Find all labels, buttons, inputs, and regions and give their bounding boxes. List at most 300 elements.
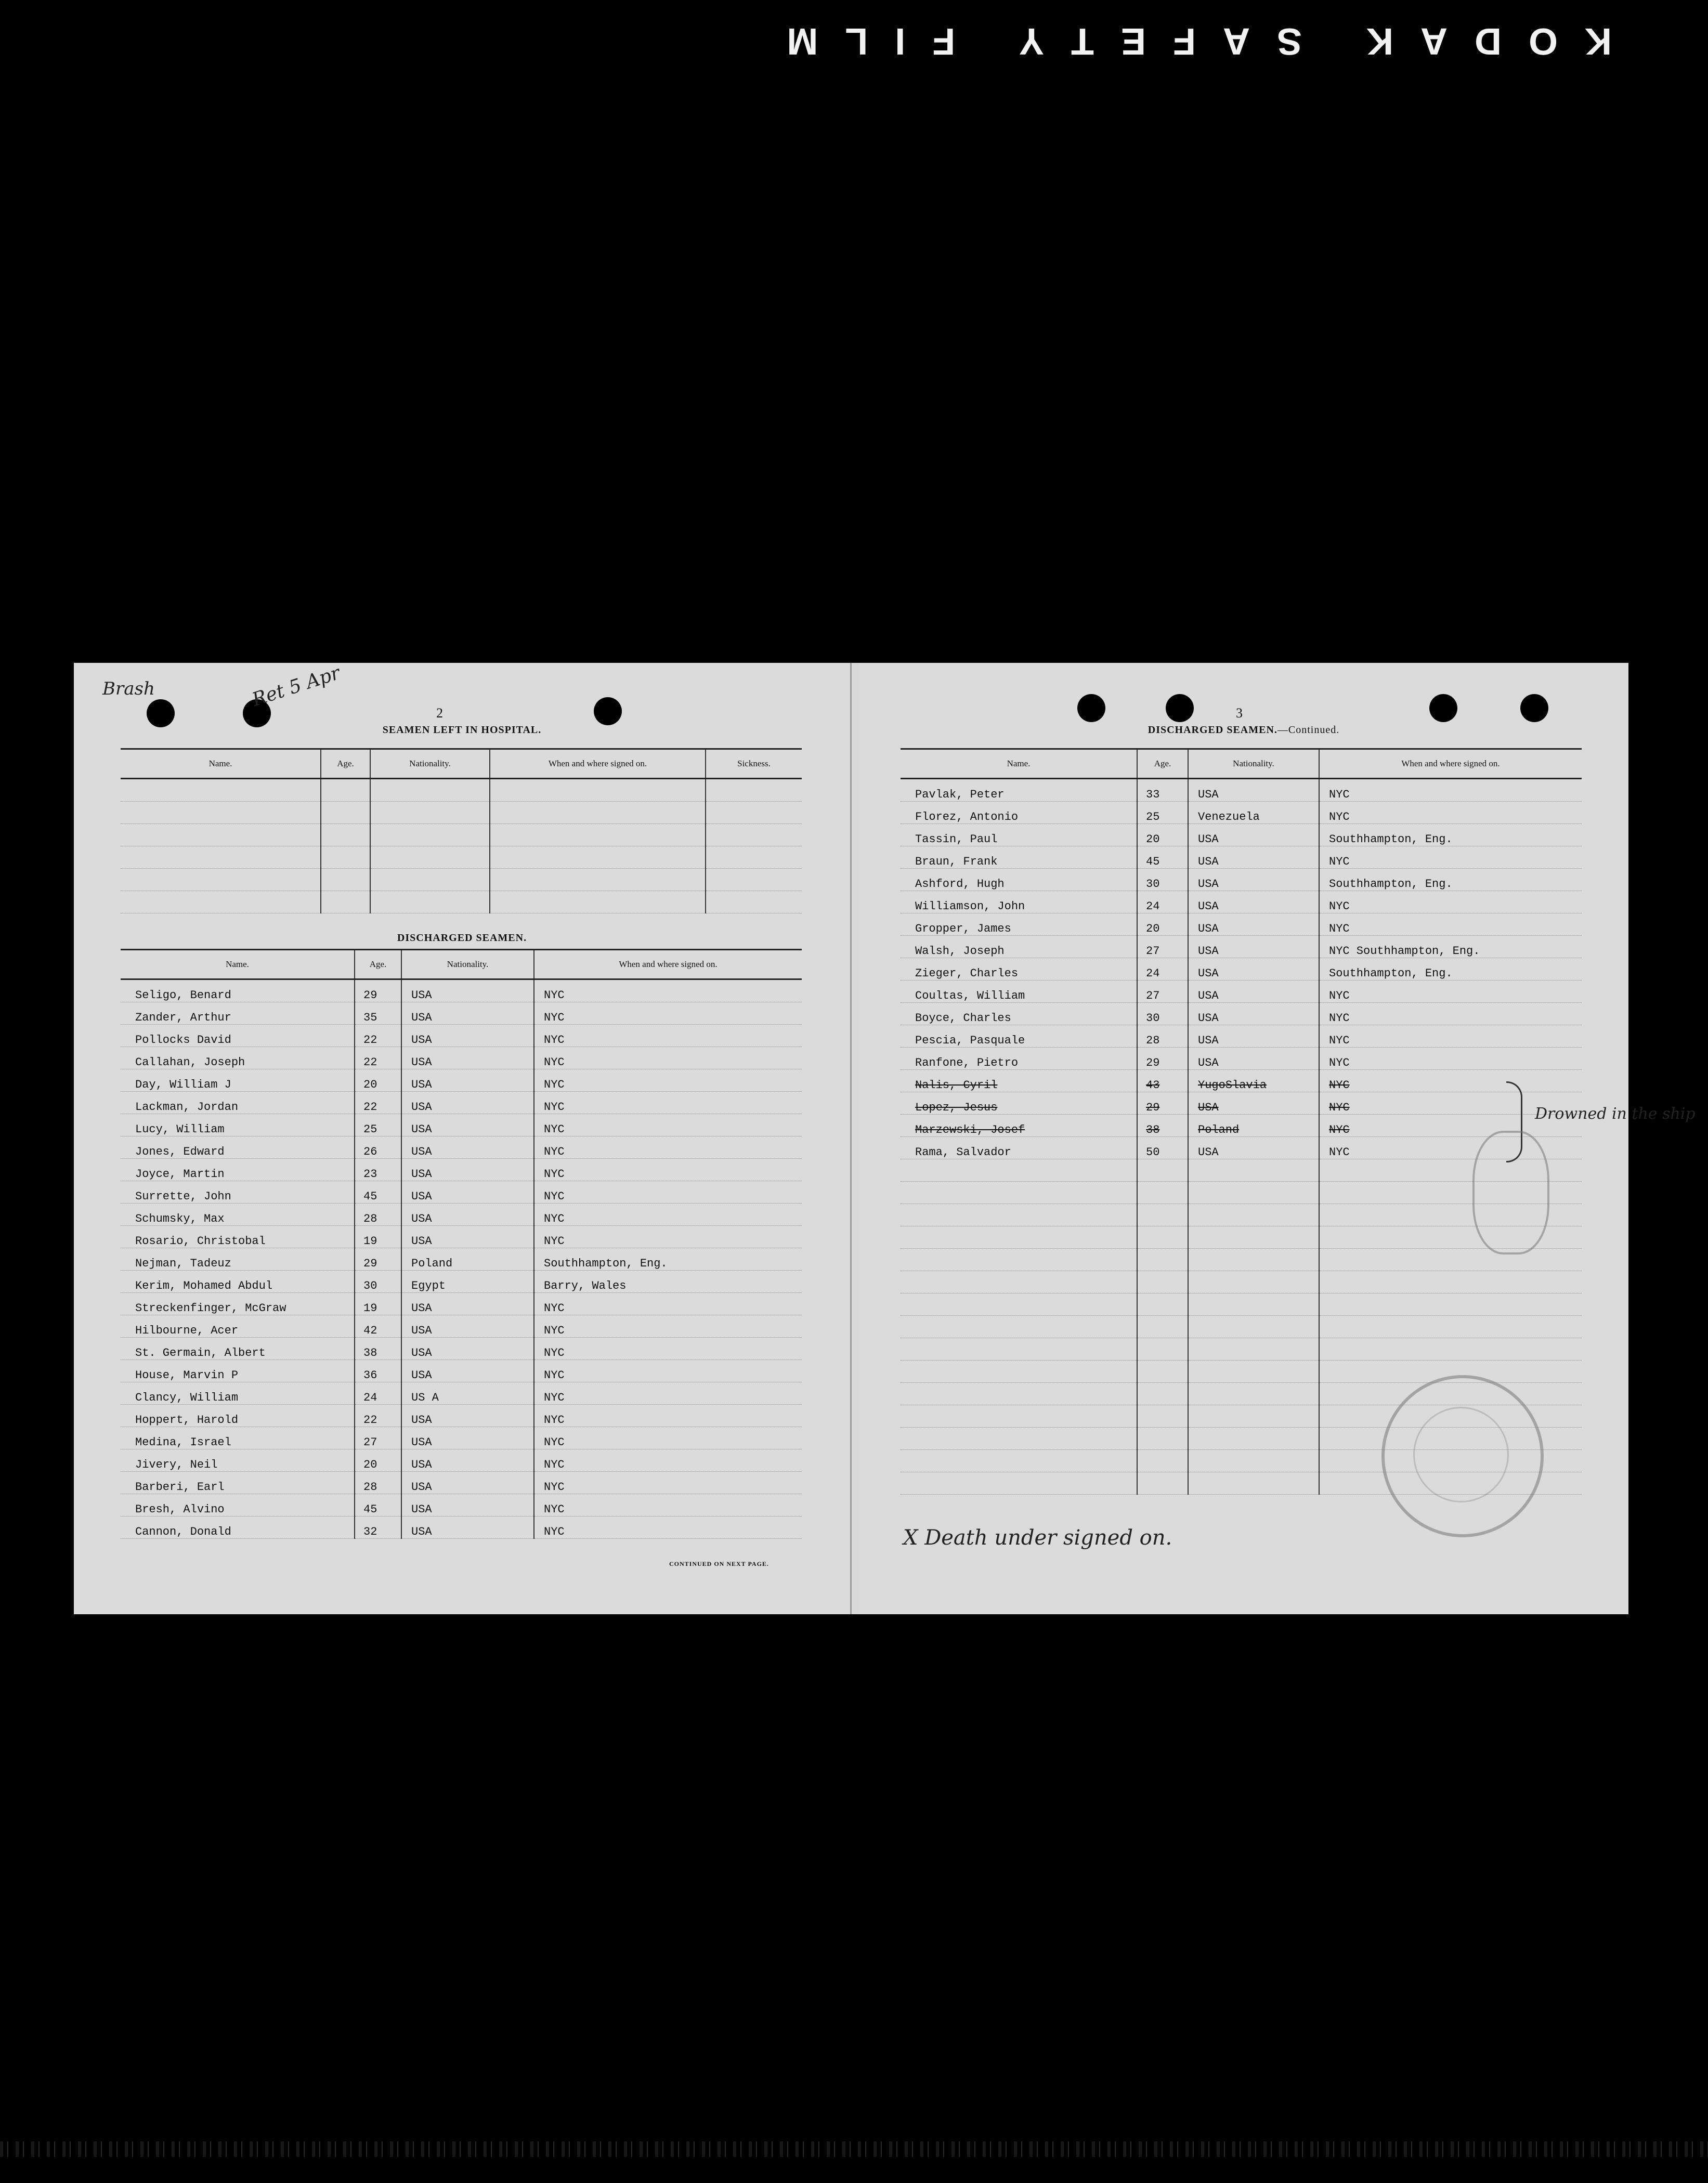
cell-age: 38 bbox=[355, 1338, 401, 1360]
column-header: When and where signed on. bbox=[1319, 749, 1582, 779]
section-title-suffix: —Continued. bbox=[1277, 724, 1340, 736]
film-edge-footer bbox=[0, 2141, 1708, 2157]
cell-nationality: USA bbox=[1188, 1025, 1319, 1048]
cell-age: 45 bbox=[355, 1494, 401, 1517]
cell-signed-on: NYC bbox=[1319, 846, 1582, 869]
cell-nationality: USA bbox=[1188, 1092, 1319, 1115]
cell-nationality: Poland bbox=[401, 1248, 534, 1271]
cell-age: 20 bbox=[1137, 913, 1188, 936]
cell-nationality: USA bbox=[401, 1449, 534, 1472]
cell-name: St. Germain, Albert bbox=[121, 1338, 355, 1360]
cell-nationality: USA bbox=[401, 1472, 534, 1494]
cell-signed-on: NYC bbox=[534, 979, 802, 1002]
handwritten-note: Drowned in the ship bbox=[1535, 1105, 1696, 1123]
official-stamp bbox=[1381, 1375, 1544, 1537]
cell-name bbox=[901, 1204, 1137, 1226]
cell-signed-on bbox=[1319, 1271, 1582, 1293]
cell-name: Ranfone, Pietro bbox=[901, 1048, 1137, 1070]
column-header: Name. bbox=[121, 950, 355, 979]
table-row bbox=[901, 1316, 1582, 1338]
cell-name: Streckenfinger, McGraw bbox=[121, 1293, 355, 1315]
cell-name: Tassin, Paul bbox=[901, 824, 1137, 846]
cell-name bbox=[901, 1428, 1137, 1450]
cell-name: Pescia, Pasquale bbox=[901, 1025, 1137, 1048]
handwritten-annotation: Ret 5 Apr bbox=[249, 662, 343, 711]
cell-signed-on: NYC bbox=[534, 1405, 802, 1427]
cell-signed-on: NYC bbox=[534, 1338, 802, 1360]
cell-name: Walsh, Joseph bbox=[901, 936, 1137, 958]
cell-age bbox=[1137, 1405, 1188, 1428]
cell-name bbox=[901, 1450, 1137, 1472]
column-header: Name. bbox=[901, 749, 1137, 779]
table-row bbox=[121, 802, 802, 824]
punch-hole bbox=[594, 697, 622, 725]
table-row bbox=[121, 891, 802, 913]
cell-signed-on bbox=[1319, 1249, 1582, 1271]
cell-age: 23 bbox=[355, 1159, 401, 1181]
cell-age: 20 bbox=[355, 1069, 401, 1092]
cell-name: Gropper, James bbox=[901, 913, 1137, 936]
cell-age: 33 bbox=[1137, 779, 1188, 802]
cell-age bbox=[1137, 1428, 1188, 1450]
cell-age bbox=[1137, 1271, 1188, 1293]
cell-age: 28 bbox=[1137, 1025, 1188, 1048]
cell-name bbox=[901, 1472, 1137, 1495]
table-row bbox=[121, 1315, 802, 1338]
cell-age: 25 bbox=[355, 1114, 401, 1136]
cell-age: 19 bbox=[355, 1226, 401, 1248]
cell-age: 27 bbox=[355, 1427, 401, 1449]
cell-name: Clancy, William bbox=[121, 1382, 355, 1405]
cell-nationality: USA bbox=[401, 1181, 534, 1204]
table-row bbox=[121, 1069, 802, 1092]
column-header: Nationality. bbox=[370, 749, 490, 779]
cell-nationality: USA bbox=[401, 1002, 534, 1025]
column-header: Name. bbox=[121, 749, 321, 779]
cell-age: 43 bbox=[1137, 1070, 1188, 1092]
cell-nationality: USA bbox=[401, 1226, 534, 1248]
table-row bbox=[901, 1249, 1582, 1271]
cell-age bbox=[1137, 1450, 1188, 1472]
cell-name: Braun, Frank bbox=[901, 846, 1137, 869]
table-row bbox=[121, 1226, 802, 1248]
cell-nationality: USA bbox=[401, 1293, 534, 1315]
cell-nationality bbox=[1188, 1159, 1319, 1182]
punch-hole bbox=[1520, 694, 1548, 722]
cell-nationality: USA bbox=[401, 1517, 534, 1539]
cell-age bbox=[1137, 1159, 1188, 1182]
cell-nationality: USA bbox=[1188, 958, 1319, 981]
cell-nationality bbox=[1188, 1383, 1319, 1405]
table-row bbox=[901, 1092, 1582, 1115]
cell-signed-on: NYC bbox=[1319, 779, 1582, 802]
cell-age: 32 bbox=[355, 1517, 401, 1539]
cell-nationality: USA bbox=[1188, 779, 1319, 802]
cell-age: 27 bbox=[1137, 936, 1188, 958]
cell-name: Florez, Antonio bbox=[901, 802, 1137, 824]
cell-nationality bbox=[1188, 1316, 1319, 1338]
cell-age: 30 bbox=[1137, 869, 1188, 891]
cell-signed-on: NYC Southhampton, Eng. bbox=[1319, 936, 1582, 958]
cell-age: 28 bbox=[355, 1204, 401, 1226]
cell-nationality bbox=[1188, 1428, 1319, 1450]
cell-signed-on: NYC bbox=[1319, 1025, 1582, 1048]
cell-signed-on: NYC bbox=[534, 1472, 802, 1494]
cell-nationality: USA bbox=[1188, 1048, 1319, 1070]
cell-signed-on: NYC bbox=[534, 1427, 802, 1449]
cell-nationality: US A bbox=[401, 1382, 534, 1405]
cell-signed-on bbox=[1319, 1293, 1582, 1316]
cell-age bbox=[1137, 1204, 1188, 1226]
cell-signed-on: NYC bbox=[1319, 1048, 1582, 1070]
column-header: Sickness. bbox=[706, 749, 802, 779]
column-header: Age. bbox=[321, 749, 370, 779]
cell-name: Marzewski, Josef bbox=[901, 1115, 1137, 1137]
cell-nationality: USA bbox=[401, 1427, 534, 1449]
cell-name: Lopez, Jesus bbox=[901, 1092, 1137, 1115]
cell-age: 22 bbox=[355, 1405, 401, 1427]
table-row bbox=[901, 958, 1582, 981]
cell-name bbox=[901, 1182, 1137, 1204]
cell-nationality: USA bbox=[1188, 1137, 1319, 1159]
punch-hole bbox=[147, 699, 175, 727]
cell-name: Lucy, William bbox=[121, 1114, 355, 1136]
cell-nationality: USA bbox=[401, 1159, 534, 1181]
cell-nationality: Venezuela bbox=[1188, 802, 1319, 824]
cell-name: Ashford, Hugh bbox=[901, 869, 1137, 891]
cell-name: Hilbourne, Acer bbox=[121, 1315, 355, 1338]
section-title-hospital: SEAMEN LEFT IN HOSPITAL. bbox=[382, 724, 542, 736]
cell-nationality: USA bbox=[401, 1338, 534, 1360]
cell-name bbox=[901, 1271, 1137, 1293]
table-row bbox=[121, 1002, 802, 1025]
cell-age: 29 bbox=[355, 1248, 401, 1271]
cell-nationality bbox=[1188, 1271, 1319, 1293]
cell-age: 29 bbox=[355, 979, 401, 1002]
cell-age: 45 bbox=[1137, 846, 1188, 869]
cell-nationality: USA bbox=[1188, 936, 1319, 958]
cell-name: Jones, Edward bbox=[121, 1136, 355, 1159]
table-row bbox=[121, 1449, 802, 1472]
table-row bbox=[901, 1271, 1582, 1293]
table-row bbox=[901, 1293, 1582, 1316]
page-number: 3 bbox=[1236, 705, 1243, 721]
continued-note: CONTINUED ON NEXT PAGE. bbox=[669, 1560, 769, 1567]
column-header: Age. bbox=[1137, 749, 1188, 779]
cell-age: 24 bbox=[355, 1382, 401, 1405]
cell-name: Rosario, Christobal bbox=[121, 1226, 355, 1248]
cell-nationality: USA bbox=[401, 1360, 534, 1382]
cell-age bbox=[1137, 1383, 1188, 1405]
cell-name: Nalis, Cyril bbox=[901, 1070, 1137, 1092]
cell-nationality: YugoSlavia bbox=[1188, 1070, 1319, 1092]
cell-signed-on bbox=[1319, 1338, 1582, 1361]
cell-nationality: USA bbox=[401, 1025, 534, 1047]
cell-age: 24 bbox=[1137, 958, 1188, 981]
left-page bbox=[74, 663, 852, 1614]
cell-signed-on: NYC bbox=[1319, 981, 1582, 1003]
table-row bbox=[901, 1115, 1582, 1137]
cell-name: Seligo, Benard bbox=[121, 979, 355, 1002]
table-row bbox=[901, 779, 1582, 802]
table-row bbox=[121, 1181, 802, 1204]
cell-signed-on: NYC bbox=[534, 1136, 802, 1159]
cell-name: Day, William J bbox=[121, 1069, 355, 1092]
cell-nationality bbox=[1188, 1182, 1319, 1204]
cell-nationality: USA bbox=[1188, 846, 1319, 869]
discharged-table-left bbox=[121, 949, 802, 1539]
table-row bbox=[121, 1293, 802, 1315]
cell-age bbox=[1137, 1293, 1188, 1316]
cell-nationality: USA bbox=[1188, 981, 1319, 1003]
cell-age bbox=[1137, 1338, 1188, 1361]
cell-age: 26 bbox=[355, 1136, 401, 1159]
cell-name bbox=[901, 1293, 1137, 1316]
cell-nationality: USA bbox=[401, 1494, 534, 1517]
cell-name: Nejman, Tadeuz bbox=[121, 1248, 355, 1271]
table-row bbox=[901, 1048, 1582, 1070]
cell-signed-on: NYC bbox=[534, 1092, 802, 1114]
cell-age: 27 bbox=[1137, 981, 1188, 1003]
cell-age bbox=[1137, 1316, 1188, 1338]
handwritten-annotation: Brash bbox=[102, 678, 155, 699]
table-row bbox=[121, 1360, 802, 1382]
cell-age: 29 bbox=[1137, 1048, 1188, 1070]
table-row bbox=[121, 1382, 802, 1405]
table-row bbox=[121, 1338, 802, 1360]
table-row bbox=[121, 1517, 802, 1539]
cell-signed-on: NYC bbox=[1319, 802, 1582, 824]
cell-nationality bbox=[1188, 1226, 1319, 1249]
punch-hole bbox=[1429, 694, 1457, 722]
section-title-text: DISCHARGED SEAMEN. bbox=[1148, 724, 1277, 736]
column-header: Nationality. bbox=[401, 950, 534, 979]
cell-age: 28 bbox=[355, 1472, 401, 1494]
cell-signed-on: NYC bbox=[1319, 1115, 1582, 1137]
cell-age: 38 bbox=[1137, 1115, 1188, 1137]
cell-name: Joyce, Martin bbox=[121, 1159, 355, 1181]
table-row bbox=[901, 936, 1582, 958]
cell-name: Pavlak, Peter bbox=[901, 779, 1137, 802]
table-row bbox=[901, 869, 1582, 891]
punch-hole bbox=[1077, 694, 1105, 722]
table-row bbox=[901, 1070, 1582, 1092]
table-row bbox=[901, 802, 1582, 824]
cell-nationality bbox=[1188, 1293, 1319, 1316]
cell-age: 45 bbox=[355, 1181, 401, 1204]
cell-name bbox=[901, 1249, 1137, 1271]
cell-age bbox=[1137, 1472, 1188, 1495]
cell-nationality: USA bbox=[401, 1092, 534, 1114]
cell-name: House, Marvin P bbox=[121, 1360, 355, 1382]
cell-name bbox=[901, 1159, 1137, 1182]
cell-signed-on: NYC bbox=[534, 1360, 802, 1382]
cell-name: Callahan, Joseph bbox=[121, 1047, 355, 1069]
punch-hole bbox=[1166, 694, 1194, 722]
cell-name bbox=[901, 1338, 1137, 1361]
cell-nationality: USA bbox=[401, 1047, 534, 1069]
cell-name: Lackman, Jordan bbox=[121, 1092, 355, 1114]
cell-name: Kerim, Mohamed Abdul bbox=[121, 1271, 355, 1293]
table-row bbox=[121, 1114, 802, 1136]
column-header: Nationality. bbox=[1188, 749, 1319, 779]
cell-age bbox=[1137, 1182, 1188, 1204]
cell-name: Williamson, John bbox=[901, 891, 1137, 913]
cell-nationality: USA bbox=[401, 1405, 534, 1427]
table-row bbox=[121, 1204, 802, 1226]
cell-signed-on: NYC bbox=[534, 1382, 802, 1405]
cell-nationality bbox=[1188, 1338, 1319, 1361]
cell-name bbox=[901, 1361, 1137, 1383]
cell-name: Hoppert, Harold bbox=[121, 1405, 355, 1427]
handwritten-bottom-note: X Death under signed on. bbox=[903, 1526, 1172, 1550]
cell-signed-on: Southhampton, Eng. bbox=[1319, 824, 1582, 846]
table-row bbox=[121, 1136, 802, 1159]
official-stamp-inner bbox=[1413, 1407, 1509, 1502]
cell-nationality: USA bbox=[1188, 824, 1319, 846]
cell-age: 36 bbox=[355, 1360, 401, 1382]
cell-age: 35 bbox=[355, 1002, 401, 1025]
cell-age: 22 bbox=[355, 1047, 401, 1069]
section-title-discharged-continued bbox=[859, 724, 1628, 736]
cell-signed-on: NYC bbox=[534, 1047, 802, 1069]
table-row bbox=[121, 1047, 802, 1069]
cell-age: 24 bbox=[1137, 891, 1188, 913]
cell-age bbox=[1137, 1361, 1188, 1383]
cell-signed-on: NYC bbox=[534, 1293, 802, 1315]
cell-age bbox=[1137, 1249, 1188, 1271]
section-title-discharged: DISCHARGED SEAMEN. bbox=[397, 932, 527, 944]
cell-age: 19 bbox=[355, 1293, 401, 1315]
cell-nationality: Egypt bbox=[401, 1271, 534, 1293]
cell-signed-on: NYC bbox=[1319, 1003, 1582, 1025]
cell-name bbox=[901, 1226, 1137, 1249]
table-row bbox=[121, 779, 802, 802]
cell-signed-on: Barry, Wales bbox=[534, 1271, 802, 1293]
page-number: 2 bbox=[436, 705, 443, 721]
cell-age: 20 bbox=[355, 1449, 401, 1472]
column-header: When and where signed on. bbox=[534, 950, 802, 979]
cell-name: Medina, Israel bbox=[121, 1427, 355, 1449]
cell-signed-on: NYC bbox=[534, 1226, 802, 1248]
table-row bbox=[901, 1025, 1582, 1048]
cell-signed-on: NYC bbox=[1319, 913, 1582, 936]
right-page bbox=[859, 663, 1696, 1614]
cell-age: 30 bbox=[355, 1271, 401, 1293]
cell-signed-on: NYC bbox=[534, 1159, 802, 1181]
table-row bbox=[121, 1494, 802, 1517]
cell-signed-on: Southhampton, Eng. bbox=[1319, 869, 1582, 891]
table-row bbox=[901, 846, 1582, 869]
table-row bbox=[121, 1405, 802, 1427]
cell-nationality: USA bbox=[401, 1136, 534, 1159]
cell-signed-on: NYC bbox=[534, 1204, 802, 1226]
cell-signed-on: NYC bbox=[534, 1517, 802, 1539]
cell-nationality: USA bbox=[1188, 891, 1319, 913]
cell-signed-on: NYC bbox=[1319, 891, 1582, 913]
table-row bbox=[121, 1025, 802, 1047]
cell-signed-on bbox=[1319, 1316, 1582, 1338]
cell-signed-on: NYC bbox=[1319, 1092, 1582, 1115]
table-row bbox=[121, 1159, 802, 1181]
cell-name: Bresh, Alvino bbox=[121, 1494, 355, 1517]
cell-nationality: USA bbox=[401, 1204, 534, 1226]
cell-age: 25 bbox=[1137, 802, 1188, 824]
cell-age: 20 bbox=[1137, 824, 1188, 846]
table-row bbox=[121, 824, 802, 846]
cell-signed-on: Southhampton, Eng. bbox=[1319, 958, 1582, 981]
table-row bbox=[121, 1271, 802, 1293]
cell-nationality: USA bbox=[401, 1114, 534, 1136]
table-row bbox=[121, 869, 802, 891]
table-row bbox=[901, 824, 1582, 846]
cell-name: Pollocks David bbox=[121, 1025, 355, 1047]
cell-signed-on: NYC bbox=[534, 1002, 802, 1025]
table-row bbox=[901, 913, 1582, 936]
cell-name: Zieger, Charles bbox=[901, 958, 1137, 981]
faint-stamp bbox=[1472, 1131, 1549, 1254]
cell-age: 22 bbox=[355, 1025, 401, 1047]
cell-nationality: USA bbox=[1188, 869, 1319, 891]
cell-name: Jivery, Neil bbox=[121, 1449, 355, 1472]
column-header: Age. bbox=[355, 950, 401, 979]
cell-signed-on: Southhampton, Eng. bbox=[534, 1248, 802, 1271]
cell-signed-on: NYC bbox=[534, 1025, 802, 1047]
table-row bbox=[901, 1003, 1582, 1025]
cell-name bbox=[901, 1383, 1137, 1405]
cell-nationality bbox=[1188, 1361, 1319, 1383]
cell-age: 50 bbox=[1137, 1137, 1188, 1159]
column-header: When and where signed on. bbox=[490, 749, 706, 779]
cell-signed-on: NYC bbox=[534, 1315, 802, 1338]
table-row bbox=[901, 981, 1582, 1003]
table-row bbox=[901, 1338, 1582, 1361]
table-row bbox=[901, 891, 1582, 913]
cell-signed-on: NYC bbox=[534, 1494, 802, 1517]
cell-signed-on: NYC bbox=[534, 1181, 802, 1204]
cell-nationality bbox=[1188, 1450, 1319, 1472]
cell-age: 42 bbox=[355, 1315, 401, 1338]
cell-nationality: USA bbox=[1188, 913, 1319, 936]
cell-signed-on: NYC bbox=[1319, 1070, 1582, 1092]
cell-name: Schumsky, Max bbox=[121, 1204, 355, 1226]
cell-nationality: USA bbox=[401, 1315, 534, 1338]
cell-nationality bbox=[1188, 1249, 1319, 1271]
cell-nationality: USA bbox=[401, 979, 534, 1002]
table-row bbox=[121, 1427, 802, 1449]
table-row bbox=[121, 979, 802, 1002]
cell-name: Boyce, Charles bbox=[901, 1003, 1137, 1025]
cell-signed-on: NYC bbox=[534, 1449, 802, 1472]
cell-nationality bbox=[1188, 1204, 1319, 1226]
cell-signed-on: NYC bbox=[534, 1114, 802, 1136]
cell-name: Coultas, William bbox=[901, 981, 1137, 1003]
cell-nationality bbox=[1188, 1472, 1319, 1495]
cell-name bbox=[901, 1405, 1137, 1428]
cell-nationality: USA bbox=[401, 1069, 534, 1092]
cell-nationality bbox=[1188, 1405, 1319, 1428]
cell-nationality: USA bbox=[1188, 1003, 1319, 1025]
table-row bbox=[121, 1248, 802, 1271]
hospital-table bbox=[121, 748, 802, 913]
cell-name: Surrette, John bbox=[121, 1181, 355, 1204]
cell-signed-on: NYC bbox=[1319, 1137, 1582, 1159]
cell-age: 29 bbox=[1137, 1092, 1188, 1115]
cell-name bbox=[901, 1316, 1137, 1338]
table-row bbox=[121, 1092, 802, 1114]
cell-age: 30 bbox=[1137, 1003, 1188, 1025]
cell-name: Zander, Arthur bbox=[121, 1002, 355, 1025]
